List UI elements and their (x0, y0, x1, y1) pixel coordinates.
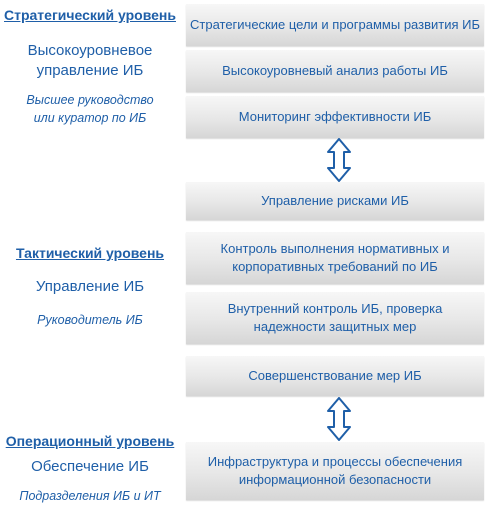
box-improvement-text: Совершенствование мер ИБ (248, 368, 422, 383)
box-compliance-control-line-2: корпоративных требований по ИБ (232, 259, 438, 274)
box-risk-management (186, 182, 484, 220)
strategic-management-line-1: Высокоуровневое (27, 42, 153, 59)
strategic-level-title: Стратегический уровень (4, 7, 176, 23)
box-efficiency-monitoring-text: Мониторинг эффективности ИБ (238, 109, 432, 124)
box-efficiency-monitoring (186, 96, 484, 138)
box-internal-control (186, 292, 484, 344)
double-arrow-icon (326, 397, 352, 441)
operational-level-title: Операционный уровень (5, 433, 175, 449)
tactical-level-title: Тактический уровень (15, 245, 165, 261)
strategic-level-block (0, 7, 180, 127)
box-high-level-analysis (186, 50, 484, 92)
box-internal-control-line-1: Внутренний контроль ИБ, проверка (227, 301, 443, 316)
box-infrastructure-line-1: Инфраструктура и процессы обеспечения (207, 454, 463, 469)
box-compliance-control (186, 232, 484, 284)
operational-management: Обеспечение ИБ (31, 458, 149, 475)
box-high-level-analysis-text: Высокоуровневый анализ работы ИБ (222, 63, 448, 78)
operational-level-block (0, 433, 180, 505)
strategic-who-line-2: или куратор по ИБ (33, 111, 147, 125)
strategic-management-line-2: управление ИБ (36, 62, 144, 79)
double-arrow-icon (326, 138, 352, 182)
operational-who: Подразделения ИБ и ИТ (19, 489, 161, 503)
box-risk-management-text: Управление рисками ИБ (261, 193, 409, 208)
box-infrastructure-line-2: информационной безопасности (238, 472, 432, 487)
box-improvement (186, 356, 484, 396)
box-strategic-goals (186, 4, 484, 46)
box-compliance-control-line-1: Контроль выполнения нормативных и (220, 241, 450, 256)
box-infrastructure (186, 442, 484, 500)
box-internal-control-line-2: надежности защитных мер (253, 319, 417, 334)
strategic-who-line-1: Высшее руководство (26, 93, 154, 107)
tactical-who: Руководитель ИБ (37, 313, 143, 327)
tactical-management: Управление ИБ (35, 278, 145, 295)
tactical-level-block (0, 245, 180, 329)
box-strategic-goals-text: Стратегические цели и программы развития ИБ (190, 17, 480, 32)
